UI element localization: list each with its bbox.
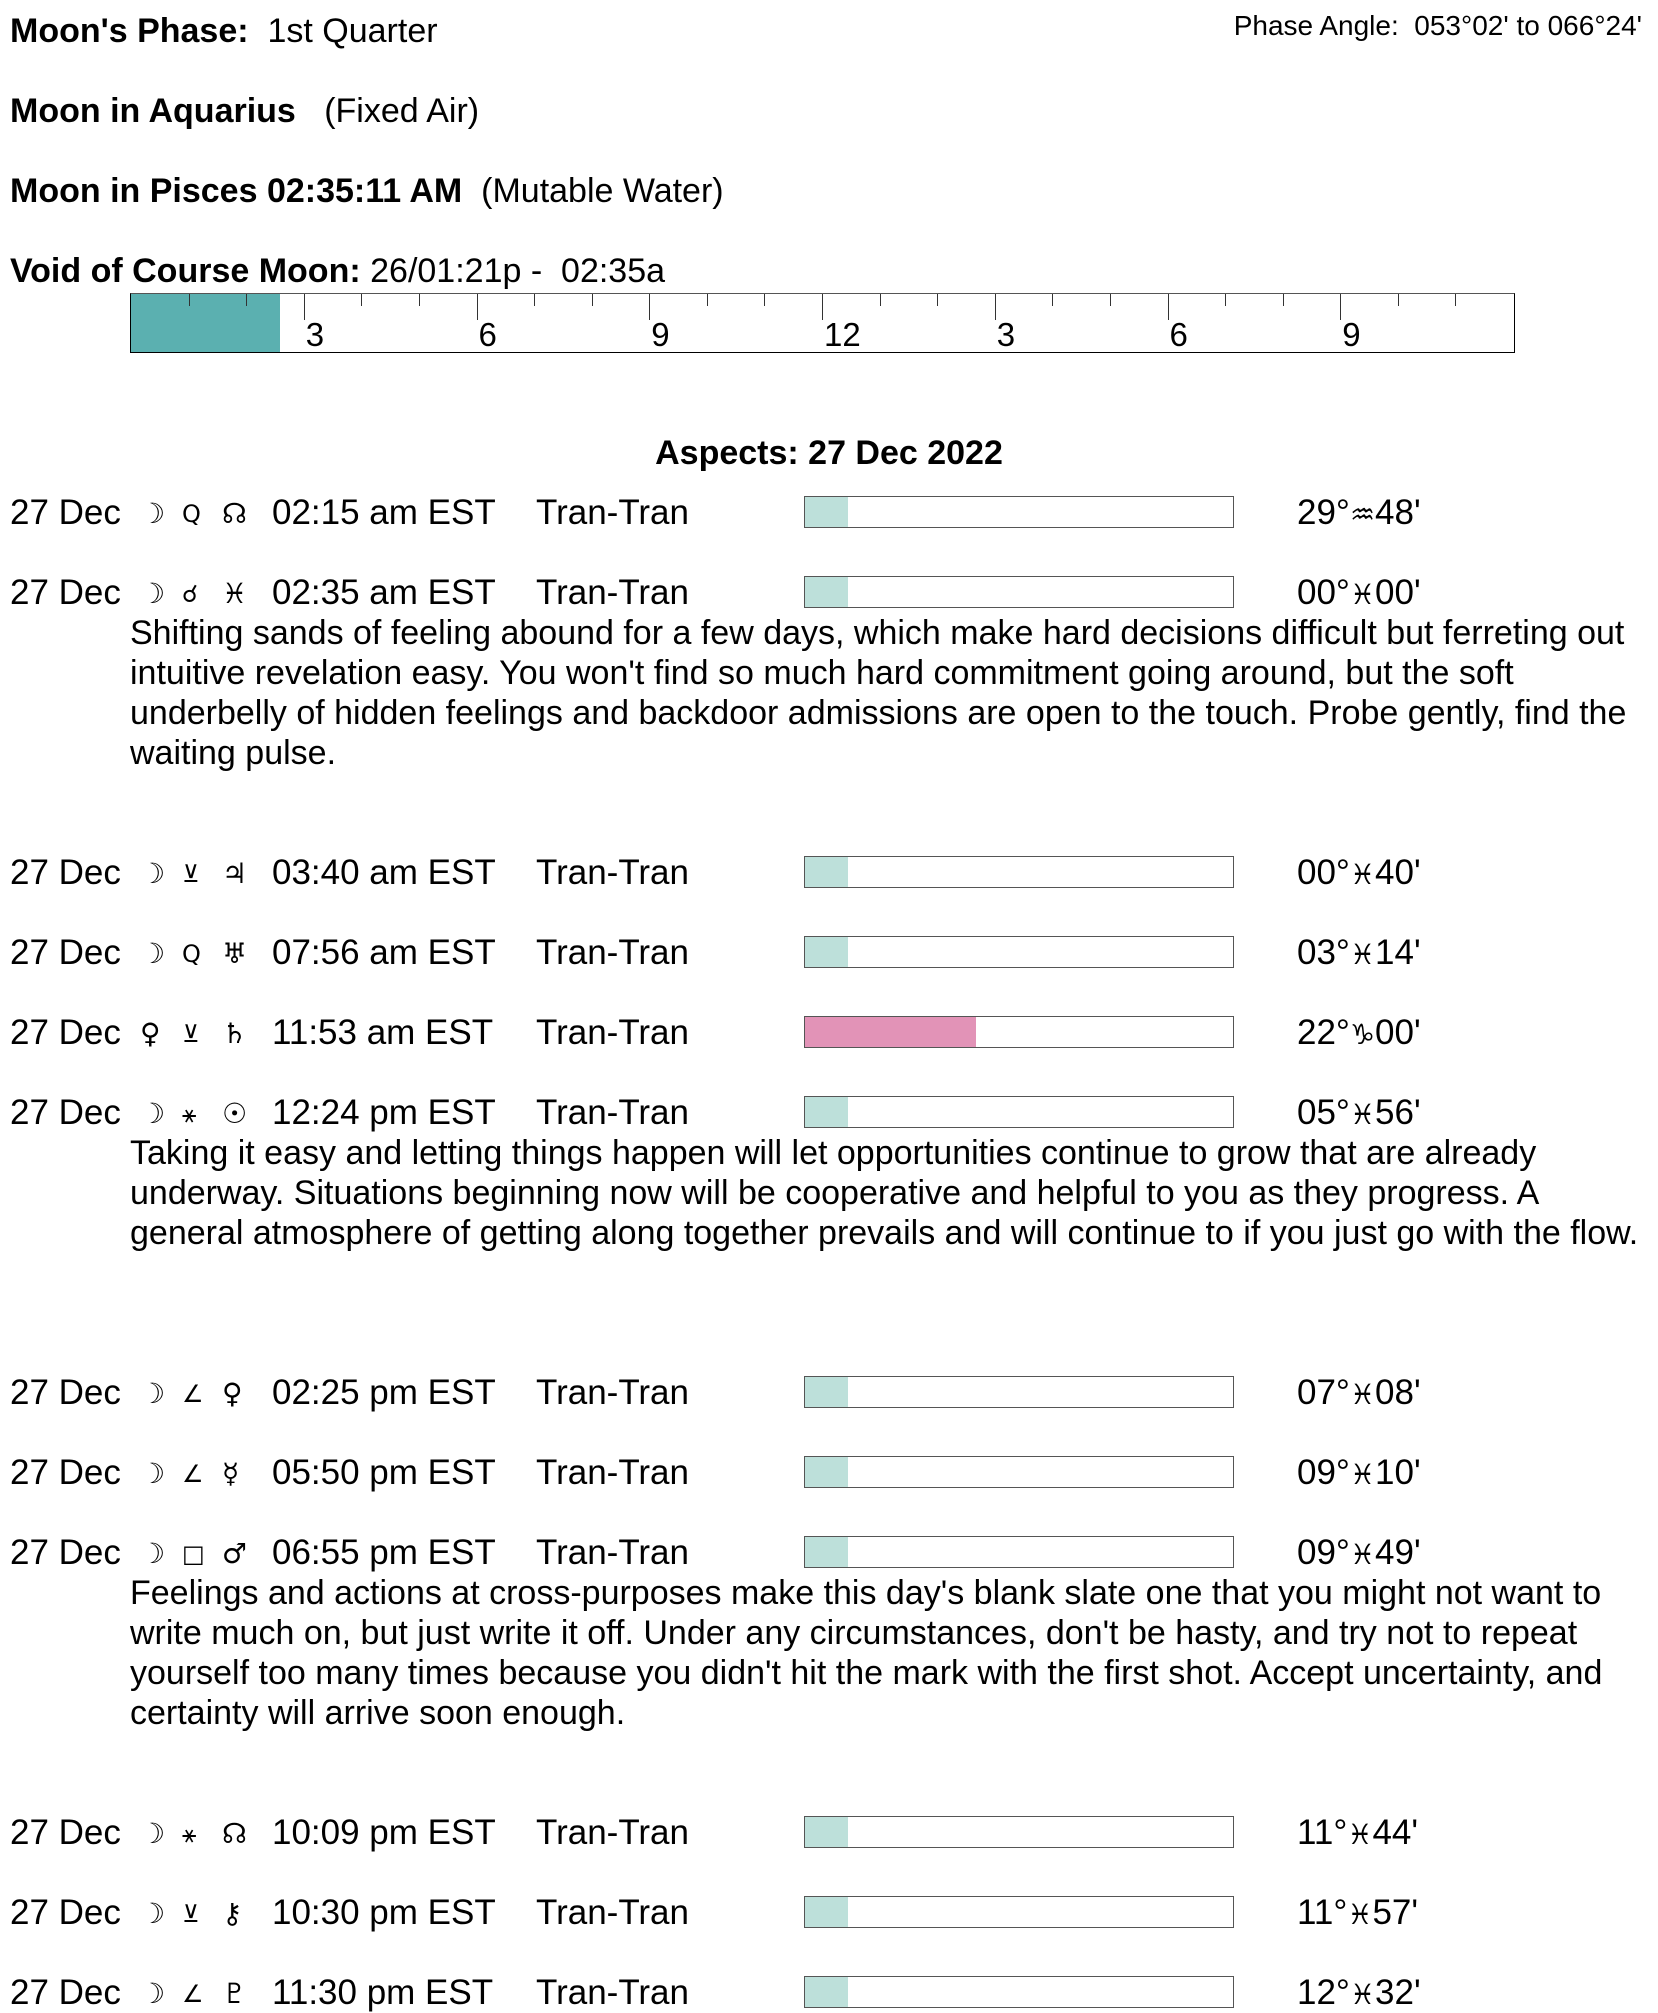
moon-phase-label: Moon's Phase:: [10, 12, 249, 50]
aspect-row: [0, 1813, 1658, 1853]
planet-2-icon: ♂: [222, 1537, 248, 1570]
aspect-strength-fill: [805, 937, 848, 967]
aspect-strength-fill: [805, 1017, 976, 1047]
aspect-transit-type: Tran-Tran: [536, 1093, 689, 1132]
position-degrees: 00°: [1297, 853, 1350, 892]
moon-sign-detail: (Fixed Air): [324, 92, 480, 130]
zodiac-sign-icon: ♑: [1349, 1018, 1376, 1051]
aspect-position: [1297, 853, 1421, 893]
aspect-time: 11:30 pm EST: [272, 1973, 494, 2012]
position-minutes: 08': [1375, 1373, 1421, 1412]
aspect-row: [0, 1973, 1658, 2013]
planet-2-icon: ♅: [222, 937, 248, 970]
zodiac-sign-icon: ♓: [1347, 1898, 1373, 1931]
planet-1-icon: ☽: [140, 1897, 166, 1930]
aspect-type-icon: ⊻: [182, 860, 200, 888]
position-minutes: 44': [1372, 1813, 1419, 1852]
position-degrees: 11°: [1297, 1813, 1348, 1852]
void-of-course-timeline: [130, 293, 1515, 353]
aspect-row: [0, 1533, 1658, 1573]
position-minutes: 32': [1375, 1973, 1421, 2012]
aspect-type-icon: ⊻: [182, 1900, 200, 1928]
timeline-hour-tick: [764, 294, 765, 306]
moon-phase-value: 1st Quarter: [267, 12, 438, 50]
aspect-type-icon: ⊻: [182, 1020, 200, 1048]
aspect-strength-bar: [804, 1896, 1234, 1928]
planet-1-icon: ☽: [140, 1817, 166, 1850]
timeline-hour-tick: [361, 294, 362, 306]
aspect-strength-fill: [805, 577, 848, 607]
timeline-hour-tick: [995, 294, 996, 320]
aspect-type-icon: ⚹: [182, 1100, 197, 1128]
zodiac-sign-icon: ♓: [1347, 1818, 1373, 1851]
aspect-position: [1297, 933, 1421, 973]
planet-2-icon: ♃: [222, 857, 248, 890]
planet-2-icon: ♇: [222, 1977, 248, 2010]
position-degrees: 12°: [1297, 1973, 1350, 2012]
zodiac-sign-icon: ♓: [1349, 1538, 1376, 1571]
aspect-strength-fill: [805, 497, 848, 527]
aspect-row: [0, 933, 1658, 973]
aspect-type-icon: Q: [182, 940, 201, 968]
aspect-strength-fill: [805, 1537, 848, 1567]
aspect-position: [1297, 1813, 1418, 1853]
aspect-description: Shifting sands of feeling abound for a few days, which make hard decisions difficult but ferreting out intuitive revelation easy. You won't find so much hard commitment going around, but the soft underbelly of hidden feelings and backdoor admissions are open to the touch. Probe gently, find the waiting pulse.: [130, 614, 1627, 772]
aspect-transit-type: Tran-Tran: [536, 493, 689, 532]
aspect-type-icon: ∠: [182, 1380, 204, 1408]
aspect-row: [0, 1373, 1658, 1413]
aspect-position: [1297, 1973, 1421, 2013]
aspect-date: 27 Dec: [10, 493, 121, 532]
position-degrees: 29°: [1297, 493, 1350, 532]
aspect-time: 11:53 am EST: [272, 1013, 494, 1052]
timeline-hour-tick: [707, 294, 708, 306]
aspect-date: 27 Dec: [10, 853, 121, 892]
timeline-hour-label: 6: [478, 316, 497, 353]
position-degrees: 05°: [1297, 1093, 1350, 1132]
zodiac-sign-icon: ♓: [1349, 1378, 1376, 1411]
position-minutes: 56': [1375, 1093, 1421, 1132]
timeline-hour-tick: [304, 294, 305, 320]
position-minutes: 00': [1375, 1013, 1421, 1052]
aspect-transit-type: Tran-Tran: [536, 1453, 689, 1492]
timeline-hour-tick: [649, 294, 650, 320]
zodiac-sign-icon: ♓: [1349, 1098, 1376, 1131]
timeline-hour-tick: [1110, 294, 1111, 306]
position-minutes: 40': [1375, 853, 1421, 892]
aspect-strength-bar: [804, 856, 1234, 888]
aspect-row: [0, 493, 1658, 533]
aspect-date: 27 Dec: [10, 933, 121, 972]
aspect-time: 02:35 am EST: [272, 573, 496, 612]
void-of-course-line: [10, 252, 665, 291]
timeline-hour-tick: [1052, 294, 1053, 306]
aspect-time: 05:50 pm EST: [272, 1453, 496, 1492]
planet-1-icon: ♀: [140, 1017, 161, 1050]
aspect-row: [0, 853, 1658, 893]
aspect-transit-type: Tran-Tran: [536, 1973, 689, 2012]
aspect-transit-type: Tran-Tran: [536, 853, 689, 892]
timeline-hour-label: 9: [651, 316, 670, 353]
aspect-time: 07:56 am EST: [272, 933, 496, 972]
zodiac-sign-icon: ♓: [1349, 1978, 1376, 2011]
aspect-strength-bar: [804, 1456, 1234, 1488]
moon-ingress-detail: (Mutable Water): [481, 172, 724, 210]
timeline-hour-tick: [1398, 294, 1399, 306]
aspect-time: 03:40 am EST: [272, 853, 496, 892]
moon-ingress-label: Moon in Pisces 02:35:11 AM: [10, 172, 463, 210]
aspect-date: 27 Dec: [10, 1533, 121, 1572]
moon-sign-label: Moon in Aquarius: [10, 92, 296, 130]
planet-2-icon: ☊: [222, 1817, 247, 1850]
planet-2-icon: ☿: [222, 1457, 240, 1490]
aspect-time: 06:55 pm EST: [272, 1533, 496, 1572]
aspect-strength-bar: [804, 936, 1234, 968]
aspect-position: [1297, 1373, 1421, 1413]
aspect-type-icon: Q: [182, 500, 201, 528]
aspect-position: [1297, 493, 1421, 533]
position-degrees: 09°: [1297, 1533, 1350, 1572]
position-minutes: 10': [1375, 1453, 1421, 1492]
aspect-strength-bar: [804, 496, 1234, 528]
aspects-title: Aspects: 27 Dec 2022: [655, 434, 1003, 472]
aspect-strength-fill: [805, 1977, 848, 2007]
aspect-transit-type: Tran-Tran: [536, 933, 689, 972]
timeline-hour-tick: [534, 294, 535, 306]
timeline-hour-tick: [822, 294, 823, 320]
aspect-position: [1297, 1013, 1421, 1053]
position-degrees: 22°: [1297, 1013, 1350, 1052]
aspect-transit-type: Tran-Tran: [536, 1813, 689, 1852]
timeline-hour-tick: [246, 294, 247, 306]
aspect-type-icon: ∠: [182, 1980, 204, 2008]
aspect-strength-bar: [804, 1376, 1234, 1408]
aspect-strength-bar: [804, 1536, 1234, 1568]
planet-1-icon: ☽: [140, 857, 166, 890]
timeline-hour-label: 3: [305, 316, 325, 353]
aspect-position: [1297, 1533, 1421, 1573]
aspect-row: [0, 1013, 1658, 1053]
timeline-hour-tick: [419, 294, 420, 306]
timeline-hour-tick: [1340, 294, 1341, 320]
moon-phase-line: [10, 12, 438, 51]
aspect-date: 27 Dec: [10, 1453, 121, 1492]
position-degrees: 03°: [1297, 933, 1350, 972]
aspect-time: 10:09 pm EST: [272, 1813, 496, 1852]
aspect-strength-fill: [805, 857, 848, 887]
position-minutes: 14': [1375, 933, 1421, 972]
zodiac-sign-icon: ♓: [1349, 1458, 1376, 1491]
aspect-row: [0, 1453, 1658, 1493]
voc-label: Void of Course Moon:: [10, 252, 361, 290]
timeline-hour-tick: [1225, 294, 1226, 306]
planet-1-icon: ☽: [140, 1377, 166, 1410]
aspect-position: [1297, 1093, 1421, 1133]
aspect-description: Feelings and actions at cross-purposes make this day's blank slate one that you might not want to write much on, but just write it off. Under any circumstances, don't be hasty, and try not to repeat yourself too many times because you didn't hit the mark with the first shot. Accept uncertainty, and certainty will arrive soon enough.: [130, 1574, 1603, 1732]
position-minutes: 57': [1372, 1893, 1419, 1932]
planet-1-icon: ☽: [140, 1537, 166, 1570]
aspect-row: [0, 1893, 1658, 1933]
aspect-transit-type: Tran-Tran: [536, 1013, 689, 1052]
aspect-time: 10:30 pm EST: [272, 1893, 496, 1932]
planet-2-icon: ☉: [222, 1097, 248, 1130]
aspect-strength-fill: [805, 1457, 848, 1487]
timeline-hour-tick: [1455, 294, 1456, 306]
position-degrees: 07°: [1297, 1373, 1350, 1412]
aspect-date: 27 Dec: [10, 1373, 121, 1412]
planet-1-icon: ☽: [140, 577, 166, 610]
position-minutes: 49': [1375, 1533, 1421, 1572]
position-degrees: 00°: [1297, 573, 1350, 612]
timeline-hour-tick: [880, 294, 881, 306]
planet-1-icon: ☽: [140, 497, 166, 530]
aspect-type-icon: ∠: [182, 1460, 204, 1488]
planet-2-icon: ⚷: [222, 1897, 243, 1930]
planet-1-icon: ☽: [140, 1097, 166, 1130]
timeline-hour-tick: [1168, 294, 1169, 320]
aspect-position: [1297, 573, 1421, 613]
planet-1-icon: ☽: [140, 1457, 166, 1490]
position-minutes: 48': [1375, 493, 1421, 532]
timeline-hour-tick: [592, 294, 593, 306]
aspect-transit-type: Tran-Tran: [536, 573, 689, 612]
timeline-hour-tick: [937, 294, 938, 306]
aspect-strength-bar: [804, 1016, 1234, 1048]
aspect-date: 27 Dec: [10, 1973, 121, 2012]
planet-2-icon: ♓: [222, 577, 248, 610]
timeline-hour-tick: [189, 294, 190, 306]
aspect-description: Taking it easy and letting things happen will let opportunities continue to grow that are already underway. Situations beginning now will be cooperative and helpful to you as they progress. A general atmosphere of getting along together prevails and will continue to if you just go with the flow.: [130, 1134, 1639, 1252]
aspect-time: 12:24 pm EST: [272, 1093, 496, 1132]
timeline-hour-label: 3: [996, 316, 1016, 353]
aspect-date: 27 Dec: [10, 573, 121, 612]
aspect-strength-fill: [805, 1817, 848, 1847]
aspect-time: 02:25 pm EST: [272, 1373, 496, 1412]
aspect-type-icon: ⚹: [182, 1820, 197, 1848]
aspect-strength-bar: [804, 1816, 1234, 1848]
planet-2-icon: ♄: [222, 1017, 248, 1050]
timeline-hour-tick: [477, 294, 478, 320]
aspect-strength-fill: [805, 1897, 848, 1927]
planet-2-icon: ☊: [222, 497, 247, 530]
void-of-course-fill: [131, 294, 280, 352]
aspect-date: 27 Dec: [10, 1813, 121, 1852]
aspect-strength-fill: [805, 1377, 848, 1407]
aspect-date: 27 Dec: [10, 1013, 121, 1052]
aspect-date: 27 Dec: [10, 1893, 121, 1932]
timeline-hour-label: 6: [1169, 316, 1188, 353]
aspect-transit-type: Tran-Tran: [536, 1533, 689, 1572]
aspect-time: 02:15 am EST: [272, 493, 496, 532]
aspect-strength-bar: [804, 576, 1234, 608]
aspect-position: [1297, 1893, 1418, 1933]
position-minutes: 00': [1375, 573, 1421, 612]
aspect-strength-fill: [805, 1097, 848, 1127]
aspect-strength-bar: [804, 1976, 1234, 2008]
aspect-transit-type: Tran-Tran: [536, 1373, 689, 1412]
planet-2-icon: ♀: [222, 1377, 243, 1410]
zodiac-sign-icon: ♓: [1349, 938, 1376, 971]
timeline-hour-tick: [1283, 294, 1284, 306]
aspect-type-icon: ☌: [182, 580, 199, 608]
moon-sign-line: [10, 92, 479, 131]
aspect-row: [0, 573, 1658, 613]
phase-angle: Phase Angle: 053°02' to 066°24': [1233, 10, 1642, 41]
timeline-hour-label: 9: [1342, 316, 1361, 353]
planet-1-icon: ☽: [140, 937, 166, 970]
aspect-date: 27 Dec: [10, 1093, 121, 1132]
aspect-transit-type: Tran-Tran: [536, 1893, 689, 1932]
position-degrees: 11°: [1297, 1893, 1348, 1932]
zodiac-sign-icon: ♓: [1349, 858, 1376, 891]
aspect-position: [1297, 1453, 1421, 1493]
aspect-strength-bar: [804, 1096, 1234, 1128]
zodiac-sign-icon: ♒: [1349, 498, 1376, 531]
planet-1-icon: ☽: [140, 1977, 166, 2010]
timeline-hour-label: 12: [824, 316, 861, 353]
zodiac-sign-icon: ♓: [1349, 578, 1376, 611]
position-degrees: 09°: [1297, 1453, 1350, 1492]
aspect-type-icon: □: [182, 1540, 205, 1568]
moon-ingress-line: [10, 172, 724, 211]
voc-value: 26/01:21p - 02:35a: [370, 252, 666, 290]
aspect-row: [0, 1093, 1658, 1133]
